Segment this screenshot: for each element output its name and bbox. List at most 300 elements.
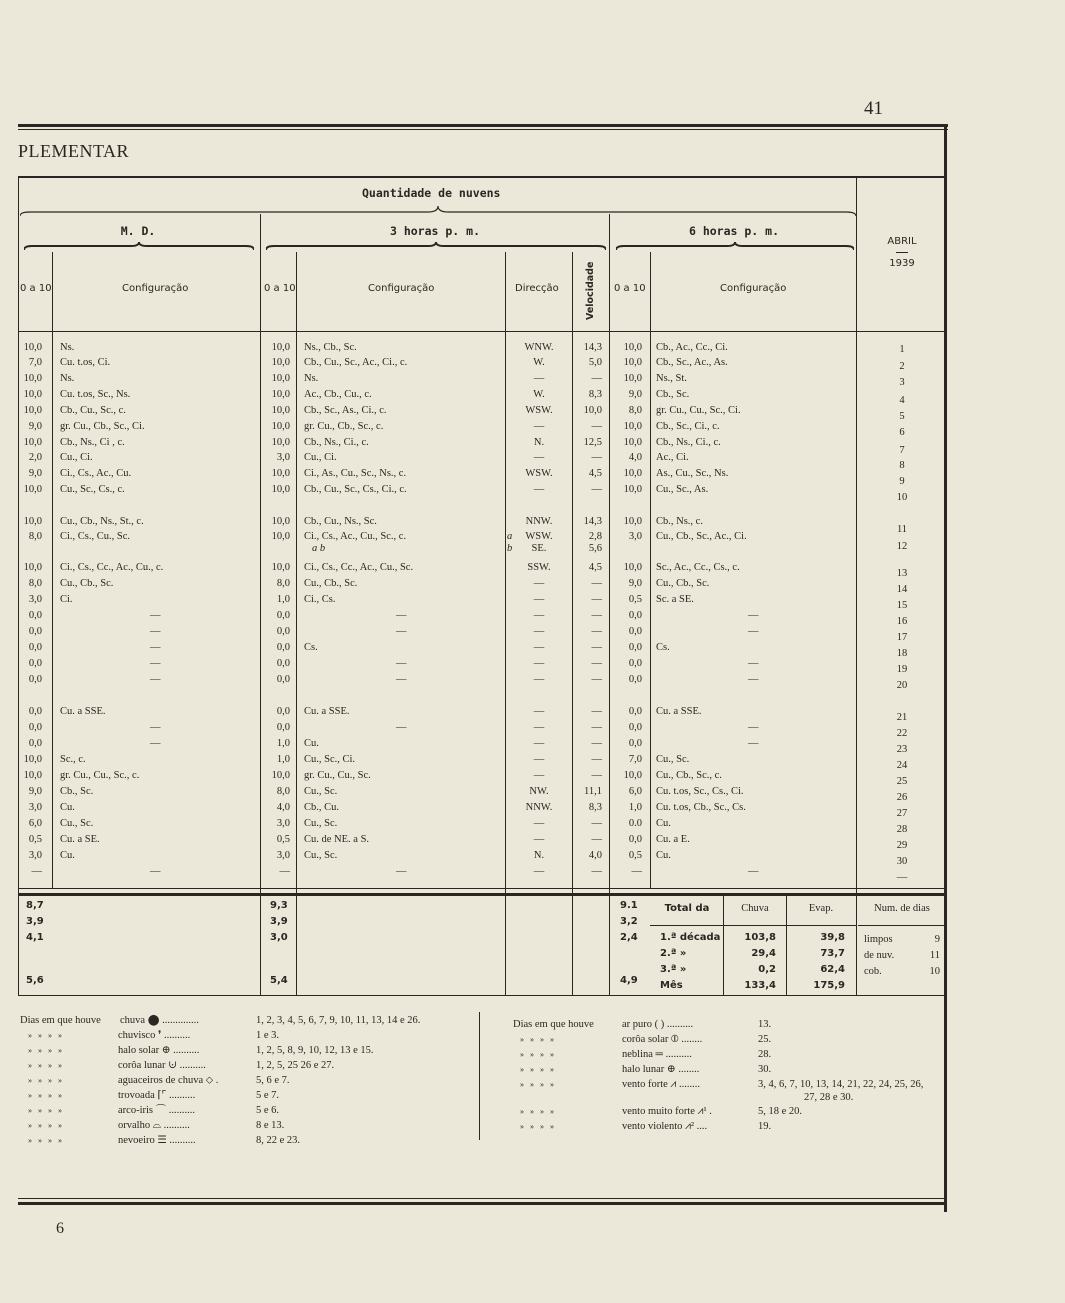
md-config: Ci., Cs., Cu., Sc. — [60, 531, 131, 542]
direction: NNW. — [525, 516, 553, 527]
h6-value: 10,0 — [623, 437, 642, 448]
direction: NNW. — [525, 802, 553, 813]
md-config: — — [150, 610, 161, 621]
h6-config: Cu. t.os, Sc., Cs., Ci. — [656, 786, 744, 797]
md-value: 0,0 — [28, 642, 42, 653]
h6-config: Ac., Ci. — [656, 452, 689, 463]
h3-config: Cu., Sc. — [304, 818, 338, 829]
md-value: 6,0 — [28, 818, 42, 829]
velocity: — — [591, 770, 602, 781]
direction: N. — [533, 437, 545, 448]
bottom-rule — [18, 1198, 944, 1199]
footnote-value: 19. — [758, 1121, 772, 1132]
h6-value: 9,0 — [628, 389, 642, 400]
day-number: 25 — [896, 776, 908, 787]
h6-value: 10,0 — [623, 516, 642, 527]
day-number: 14 — [896, 584, 908, 595]
md-value: 0,0 — [28, 738, 42, 749]
num-dias-head: Num. de dias — [874, 903, 930, 914]
h3-config: Ci., Cs., Ac., Cu., Sc., c. — [304, 531, 407, 542]
direction: — — [533, 421, 545, 432]
h6-value: 10,0 — [623, 770, 642, 781]
h3-value: 10,0 — [271, 484, 290, 495]
day-number: 27 — [896, 808, 908, 819]
summary-6h: 3,2 — [620, 916, 638, 927]
totals-label: 2.ª » — [660, 948, 687, 959]
md-config: Cu. — [60, 802, 75, 813]
md-value: 10,0 — [23, 562, 42, 573]
footnote-value: 1 e 3. — [256, 1030, 280, 1041]
footnote-value: 3, 4, 6, 7, 10, 13, 14, 21, 22, 24, 25, 26, — [758, 1079, 924, 1090]
direction: — — [533, 834, 545, 845]
h6-config: — — [748, 658, 759, 669]
velocity: 11,1 — [584, 786, 602, 797]
md-value: 0,0 — [28, 626, 42, 637]
h6-config: — — [748, 866, 759, 877]
md-config: Cu. a SSE. — [60, 706, 106, 717]
h3-value: 10,0 — [271, 389, 290, 400]
totals-chuva: 0,2 — [758, 964, 776, 975]
md-config: Cb., Sc. — [60, 786, 94, 797]
h6-value: 0,0 — [628, 626, 642, 637]
footnote-value: 5, 18 e 20. — [758, 1106, 803, 1117]
h3-config: Cb., Sc., As., Ci., c. — [304, 405, 387, 416]
header-scale-6h: 0 a 10 — [614, 283, 646, 294]
header-config-6h: Configuração — [720, 283, 787, 294]
footnote-value: 1, 2, 5, 8, 9, 10, 12, 13 e 15. — [256, 1045, 374, 1056]
footnote-label: chuva ⬤ .............. — [120, 1015, 199, 1026]
h3-value: 10,0 — [271, 770, 290, 781]
summary-6h: 2,4 — [620, 932, 638, 943]
md-config: Cu. — [60, 850, 75, 861]
velocity: — — [591, 658, 602, 669]
h3-value: 0,0 — [276, 642, 290, 653]
md-config: Ci., Cs., Ac., Cu. — [60, 468, 132, 479]
direction: — — [533, 722, 545, 733]
h3-value: — — [279, 866, 290, 877]
totals-label-head: Total da — [664, 903, 710, 914]
h6-config: Cu. a E. — [656, 834, 690, 845]
direction: W. — [533, 357, 545, 368]
direction: — — [533, 770, 545, 781]
footnote-label: corôa lunar ⊍ .......... — [118, 1060, 206, 1071]
day-number: 15 — [896, 600, 908, 611]
md-config: Ns. — [60, 373, 75, 384]
h3-config: Cb., Ns., Ci., c. — [304, 437, 369, 448]
velocity: — — [591, 484, 602, 495]
h6-value: 3,0 — [628, 531, 642, 542]
header-md: M. D. — [120, 224, 156, 238]
velocity: 8,3 — [588, 389, 602, 400]
h6-value: 0,0 — [628, 706, 642, 717]
totals-chuva: 133,4 — [744, 980, 776, 991]
h3-config: Ci., Cs. — [304, 594, 336, 605]
day-number: 18 — [896, 648, 908, 659]
footnote-value: 30. — [758, 1064, 772, 1075]
h6-value: 0,0 — [628, 834, 642, 845]
footnote-value: 8 e 13. — [256, 1120, 285, 1131]
direction: — — [533, 373, 545, 384]
h6-config: Cu. — [656, 850, 671, 861]
footnote-prefix: » » » » — [520, 1080, 556, 1089]
md-config: gr. Cu., Cb., Sc., Ci. — [60, 421, 145, 432]
day-number: 26 — [896, 792, 908, 803]
h3-config: gr. Cu., Cu., Sc. — [304, 770, 371, 781]
h3-config: Cu., Sc. — [304, 850, 338, 861]
direction-2: SE. — [531, 543, 547, 554]
direction: — — [533, 738, 545, 749]
direction: — — [533, 484, 545, 495]
md-value: 0,0 — [28, 658, 42, 669]
day-number: 9 — [899, 476, 905, 487]
h3-config: — — [396, 866, 407, 877]
md-config: Ns. — [60, 342, 75, 353]
h3-config: — — [396, 610, 407, 621]
velocity: 8,3 — [588, 802, 602, 813]
footnote-prefix: » » » » — [520, 1065, 556, 1074]
md-config: — — [150, 626, 161, 637]
h6-value: 0,0 — [628, 658, 642, 669]
footnote-prefix: » » » » — [28, 1046, 64, 1055]
summary-md: 4,1 — [26, 932, 44, 943]
h3-value: 3,0 — [276, 452, 290, 463]
totals-chuva: 29,4 — [751, 948, 776, 959]
h6-config: Cu. t.os, Cb., Sc., Cs. — [656, 802, 746, 813]
day-number: 24 — [896, 760, 908, 771]
h6-value: 0,0 — [628, 642, 642, 653]
h6-value: 0,0 — [628, 722, 642, 733]
day-number: 23 — [896, 744, 908, 755]
md-config: Cu., Sc., Cs., c. — [60, 484, 125, 495]
md-config: — — [150, 866, 161, 877]
md-value: 8,0 — [28, 578, 42, 589]
summary-md: 8,7 — [26, 900, 44, 911]
day-number: 6 — [899, 427, 905, 438]
direction: — — [533, 610, 545, 621]
day-number: 4 — [899, 395, 905, 406]
h3-config: Ci., As., Cu., Sc., Ns., c. — [304, 468, 407, 479]
direction-a: a — [507, 531, 513, 542]
velocity-2: 5,6 — [588, 543, 602, 554]
md-config: gr. Cu., Cu., Sc., c. — [60, 770, 140, 781]
h6-config: Cu., Cb., Sc., Ac., Ci. — [656, 531, 747, 542]
footnote-prefix: » » » » — [28, 1031, 64, 1040]
direction: — — [533, 594, 545, 605]
totals-evap: 175,9 — [813, 980, 845, 991]
direction: SSW. — [527, 562, 551, 573]
footnote-value-2: 27, 28 e 30. — [804, 1092, 854, 1103]
direction: — — [533, 642, 545, 653]
velocity: — — [591, 754, 602, 765]
footnote-label: vento muito forte ⩘¹ . — [622, 1106, 712, 1117]
md-value: 10,0 — [23, 770, 42, 781]
day-number: 19 — [896, 664, 908, 675]
footnote-value: 25. — [758, 1034, 772, 1045]
h6-value: 6,0 — [628, 786, 642, 797]
h3-value: 10,0 — [271, 516, 290, 527]
md-config: Cu. t.os, Sc., Ns. — [60, 389, 131, 400]
footnote-label: halo lunar ⊕ ........ — [622, 1064, 700, 1075]
md-config: Cu., Cb., Sc. — [60, 578, 114, 589]
md-value: 10,0 — [23, 516, 42, 527]
h3-value: 8,0 — [276, 786, 290, 797]
h3-value: 0,5 — [276, 834, 290, 845]
md-value: 10,0 — [23, 373, 42, 384]
day-number: 2 — [899, 361, 905, 372]
h6-value: 10,0 — [623, 421, 642, 432]
day-number: 10 — [896, 492, 908, 503]
header-6h: 6 horas p. m. — [688, 224, 779, 238]
md-value: 9,0 — [28, 421, 42, 432]
h3-config: — — [396, 658, 407, 669]
num-dias-label: limpos — [864, 934, 893, 945]
h3-sub: a b — [312, 543, 326, 554]
footnote-value: 5 e 6. — [256, 1105, 280, 1116]
day-number: 29 — [896, 840, 908, 851]
h3-value: 0,0 — [276, 674, 290, 685]
footnote-label: trovoada ⌈⌜ .......... — [118, 1090, 196, 1101]
h3-value: 0,0 — [276, 722, 290, 733]
direction: NW. — [529, 786, 549, 797]
h3-value: 1,0 — [276, 738, 290, 749]
velocity: 4,5 — [588, 468, 602, 479]
day-number: 3 — [899, 377, 905, 388]
h6-value: 1,0 — [628, 802, 642, 813]
h3-value: 3,0 — [276, 818, 290, 829]
h6-config: Cu. a SSE. — [656, 706, 702, 717]
h3-value: 10,0 — [271, 421, 290, 432]
footnote-label: nevoeiro ☰ .......... — [118, 1135, 196, 1146]
h3-value: 10,0 — [271, 342, 290, 353]
header-year: 1939 — [889, 258, 915, 269]
day-number: 12 — [896, 541, 908, 552]
h6-config: gr. Cu., Cu., Sc., Ci. — [656, 405, 741, 416]
h3-value: 3,0 — [276, 850, 290, 861]
summary-3h: 9,3 — [270, 900, 288, 911]
summary-md: 3,9 — [26, 916, 44, 927]
md-config: Cb., Cu., Sc., c. — [60, 405, 126, 416]
footnote-value: 1, 2, 3, 4, 5, 6, 7, 9, 10, 11, 13, 14 e 26. — [256, 1015, 421, 1026]
h3-value: 10,0 — [271, 531, 290, 542]
h6-value: 10,0 — [623, 468, 642, 479]
footnote-prefix: » » » » — [520, 1050, 556, 1059]
direction: N. — [533, 850, 545, 861]
md-value: 0,0 — [28, 706, 42, 717]
direction: — — [533, 866, 545, 877]
md-config: — — [150, 642, 161, 653]
footnote-prefix: » » » » — [28, 1076, 64, 1085]
footnote-prefix: » » » » — [28, 1061, 64, 1070]
summary-3h: 3,9 — [270, 916, 288, 927]
h3-config: Cu., Cb., Sc. — [304, 578, 358, 589]
velocity: — — [591, 834, 602, 845]
footnote-prefix: » » » » — [28, 1121, 64, 1130]
footnote-prefix: Dias em que houve — [20, 1015, 101, 1026]
h3-value: 10,0 — [271, 357, 290, 368]
velocity: — — [591, 818, 602, 829]
velocity: 4,5 — [588, 562, 602, 573]
h3-value: 1,0 — [276, 754, 290, 765]
footnote-prefix: » » » » — [28, 1106, 64, 1115]
footnote-prefix: » » » » — [520, 1035, 556, 1044]
velocity: 2,8 — [588, 531, 602, 542]
h3-value: 10,0 — [271, 468, 290, 479]
h3-config: Ns. — [304, 373, 319, 384]
footnote-value: 5, 6 e 7. — [256, 1075, 290, 1086]
md-config: Cb., Ns., Ci , c. — [60, 437, 125, 448]
footnote-value: 5 e 7. — [256, 1090, 280, 1101]
h6-value: 10,0 — [623, 562, 642, 573]
day-number: — — [896, 872, 908, 883]
h3-config: Cb., Cu., Ns., Sc. — [304, 516, 377, 527]
h6-config: — — [748, 722, 759, 733]
day-number: 11 — [896, 524, 908, 535]
footnote-label: orvalho ⌓ .......... — [118, 1120, 190, 1131]
h6-value: 10,0 — [623, 342, 642, 353]
header-direccao: Direcção — [515, 283, 559, 294]
num-dias-value: 10 — [929, 966, 940, 977]
day-number: 1 — [899, 344, 905, 355]
h6-value: 0,0 — [628, 674, 642, 685]
footnote-prefix: » » » » — [28, 1091, 64, 1100]
h3-config: Cu., Sc., Ci. — [304, 754, 356, 765]
md-value: 10,0 — [23, 389, 42, 400]
direction: — — [533, 674, 545, 685]
h6-value: 8,0 — [628, 405, 642, 416]
totals-chuva: 103,8 — [744, 932, 776, 943]
h6-value: 9,0 — [628, 578, 642, 589]
footnote-label: ar puro ( ) .......... — [622, 1019, 694, 1030]
md-value: 10,0 — [23, 405, 42, 416]
direction: — — [533, 706, 545, 717]
md-config: — — [150, 738, 161, 749]
h6-config: — — [748, 610, 759, 621]
md-value: 0,0 — [28, 674, 42, 685]
h3-config: Cb., Cu., Sc., Cs., Ci., c. — [304, 484, 407, 495]
h6-config: Sc. a SE. — [656, 594, 694, 605]
h6-value: 0,0 — [628, 738, 642, 749]
direction: W. — [533, 389, 545, 400]
h3-config: Cs. — [304, 642, 318, 653]
md-config: Cu. t.os, Ci. — [60, 357, 111, 368]
velocity: — — [591, 373, 602, 384]
direction: — — [533, 754, 545, 765]
day-number: 20 — [896, 680, 908, 691]
footnote-prefix: » » » » — [28, 1136, 64, 1145]
page-number: 41 — [864, 98, 883, 119]
md-value: 7,0 — [28, 357, 42, 368]
summary-6h: 4,9 — [620, 975, 638, 986]
md-config: Sc., c. — [60, 754, 86, 765]
h6-value: 0,5 — [628, 594, 642, 605]
md-config: Cu., Sc. — [60, 818, 94, 829]
velocity: — — [591, 738, 602, 749]
header-config-md: Configuração — [122, 283, 189, 294]
h3-value: 0,0 — [276, 610, 290, 621]
md-config: Ci. — [60, 594, 73, 605]
velocity: — — [591, 722, 602, 733]
velocity: 14,3 — [583, 516, 602, 527]
direction: — — [533, 626, 545, 637]
h6-value: 10,0 — [623, 357, 642, 368]
summary-md: 5,6 — [26, 975, 44, 986]
footnote-value: 13. — [758, 1019, 772, 1030]
direction: — — [533, 658, 545, 669]
footnote-label: vento violento ⩘² .... — [622, 1121, 708, 1132]
velocity: — — [591, 452, 602, 463]
footnote-label: corôa solar ⦶ ........ — [622, 1034, 703, 1045]
h3-config: — — [396, 722, 407, 733]
footnote-label: neblina ═ .......... — [622, 1049, 692, 1060]
header-scale-3h: 0 a 10 — [264, 283, 296, 294]
h6-config: Cu., Cb., Sc., c. — [656, 770, 722, 781]
day-number: 28 — [896, 824, 908, 835]
h6-config: Cb., Ns., Ci., c. — [656, 437, 721, 448]
summary-6h: 9.1 — [620, 900, 638, 911]
day-number: 8 — [899, 460, 905, 471]
totals-evap-head: Evap. — [808, 903, 834, 914]
h3-config: Cu. a SSE. — [304, 706, 350, 717]
day-number: 21 — [896, 712, 908, 723]
h3-config: Cu., Sc. — [304, 786, 338, 797]
md-value: 9,0 — [28, 468, 42, 479]
day-number: 30 — [896, 856, 908, 867]
velocity: — — [591, 421, 602, 432]
totals-label: 3.ª » — [660, 964, 687, 975]
totals-label: 1.ª década — [660, 932, 721, 943]
h3-config: Cu. — [304, 738, 319, 749]
num-dias-label: de nuv. — [864, 950, 895, 961]
header-velocidade: Velocidade — [585, 261, 596, 320]
footnote-label: vento forte ⩘ ........ — [622, 1079, 700, 1090]
direction-b: b — [507, 543, 513, 554]
md-value: 9,0 — [28, 786, 42, 797]
h6-config: Cs. — [656, 642, 670, 653]
md-value: 3,0 — [28, 594, 42, 605]
direction: — — [533, 578, 545, 589]
md-config: Ci., Cs., Cc., Ac., Cu., c. — [60, 562, 164, 573]
md-value: 10,0 — [23, 342, 42, 353]
md-config: Cu. a SE. — [60, 834, 100, 845]
velocity: 4,0 — [588, 850, 602, 861]
h6-config: Cu., Sc., As. — [656, 484, 709, 495]
day-number: 17 — [896, 632, 908, 643]
direction: — — [533, 818, 545, 829]
md-value: 10,0 — [23, 437, 42, 448]
h6-value: — — [631, 866, 642, 877]
velocity: — — [591, 866, 602, 877]
h3-value: 10,0 — [271, 437, 290, 448]
md-config: Cu., Ci. — [60, 452, 93, 463]
h6-config: Cu., Sc. — [656, 754, 690, 765]
h6-config: As., Cu., Sc., Ns. — [656, 468, 729, 479]
h6-value: 4,0 — [628, 452, 642, 463]
summary-3h: 3,0 — [270, 932, 288, 943]
h3-config: Cb., Cu. — [304, 802, 340, 813]
h6-config: Ns., St. — [656, 373, 687, 384]
footnote-label: aguaceiros de chuva ⬦ . — [118, 1075, 219, 1086]
velocity: 10,0 — [583, 405, 602, 416]
h6-value: 10,0 — [623, 373, 642, 384]
totals-evap: 39,8 — [820, 932, 845, 943]
md-value: 10,0 — [23, 754, 42, 765]
h3-value: 4,0 — [276, 802, 290, 813]
summary-3h: 5,4 — [270, 975, 288, 986]
direction: WSW. — [525, 468, 553, 479]
velocity: — — [591, 578, 602, 589]
velocity: — — [591, 642, 602, 653]
h3-value: 0,0 — [276, 706, 290, 717]
